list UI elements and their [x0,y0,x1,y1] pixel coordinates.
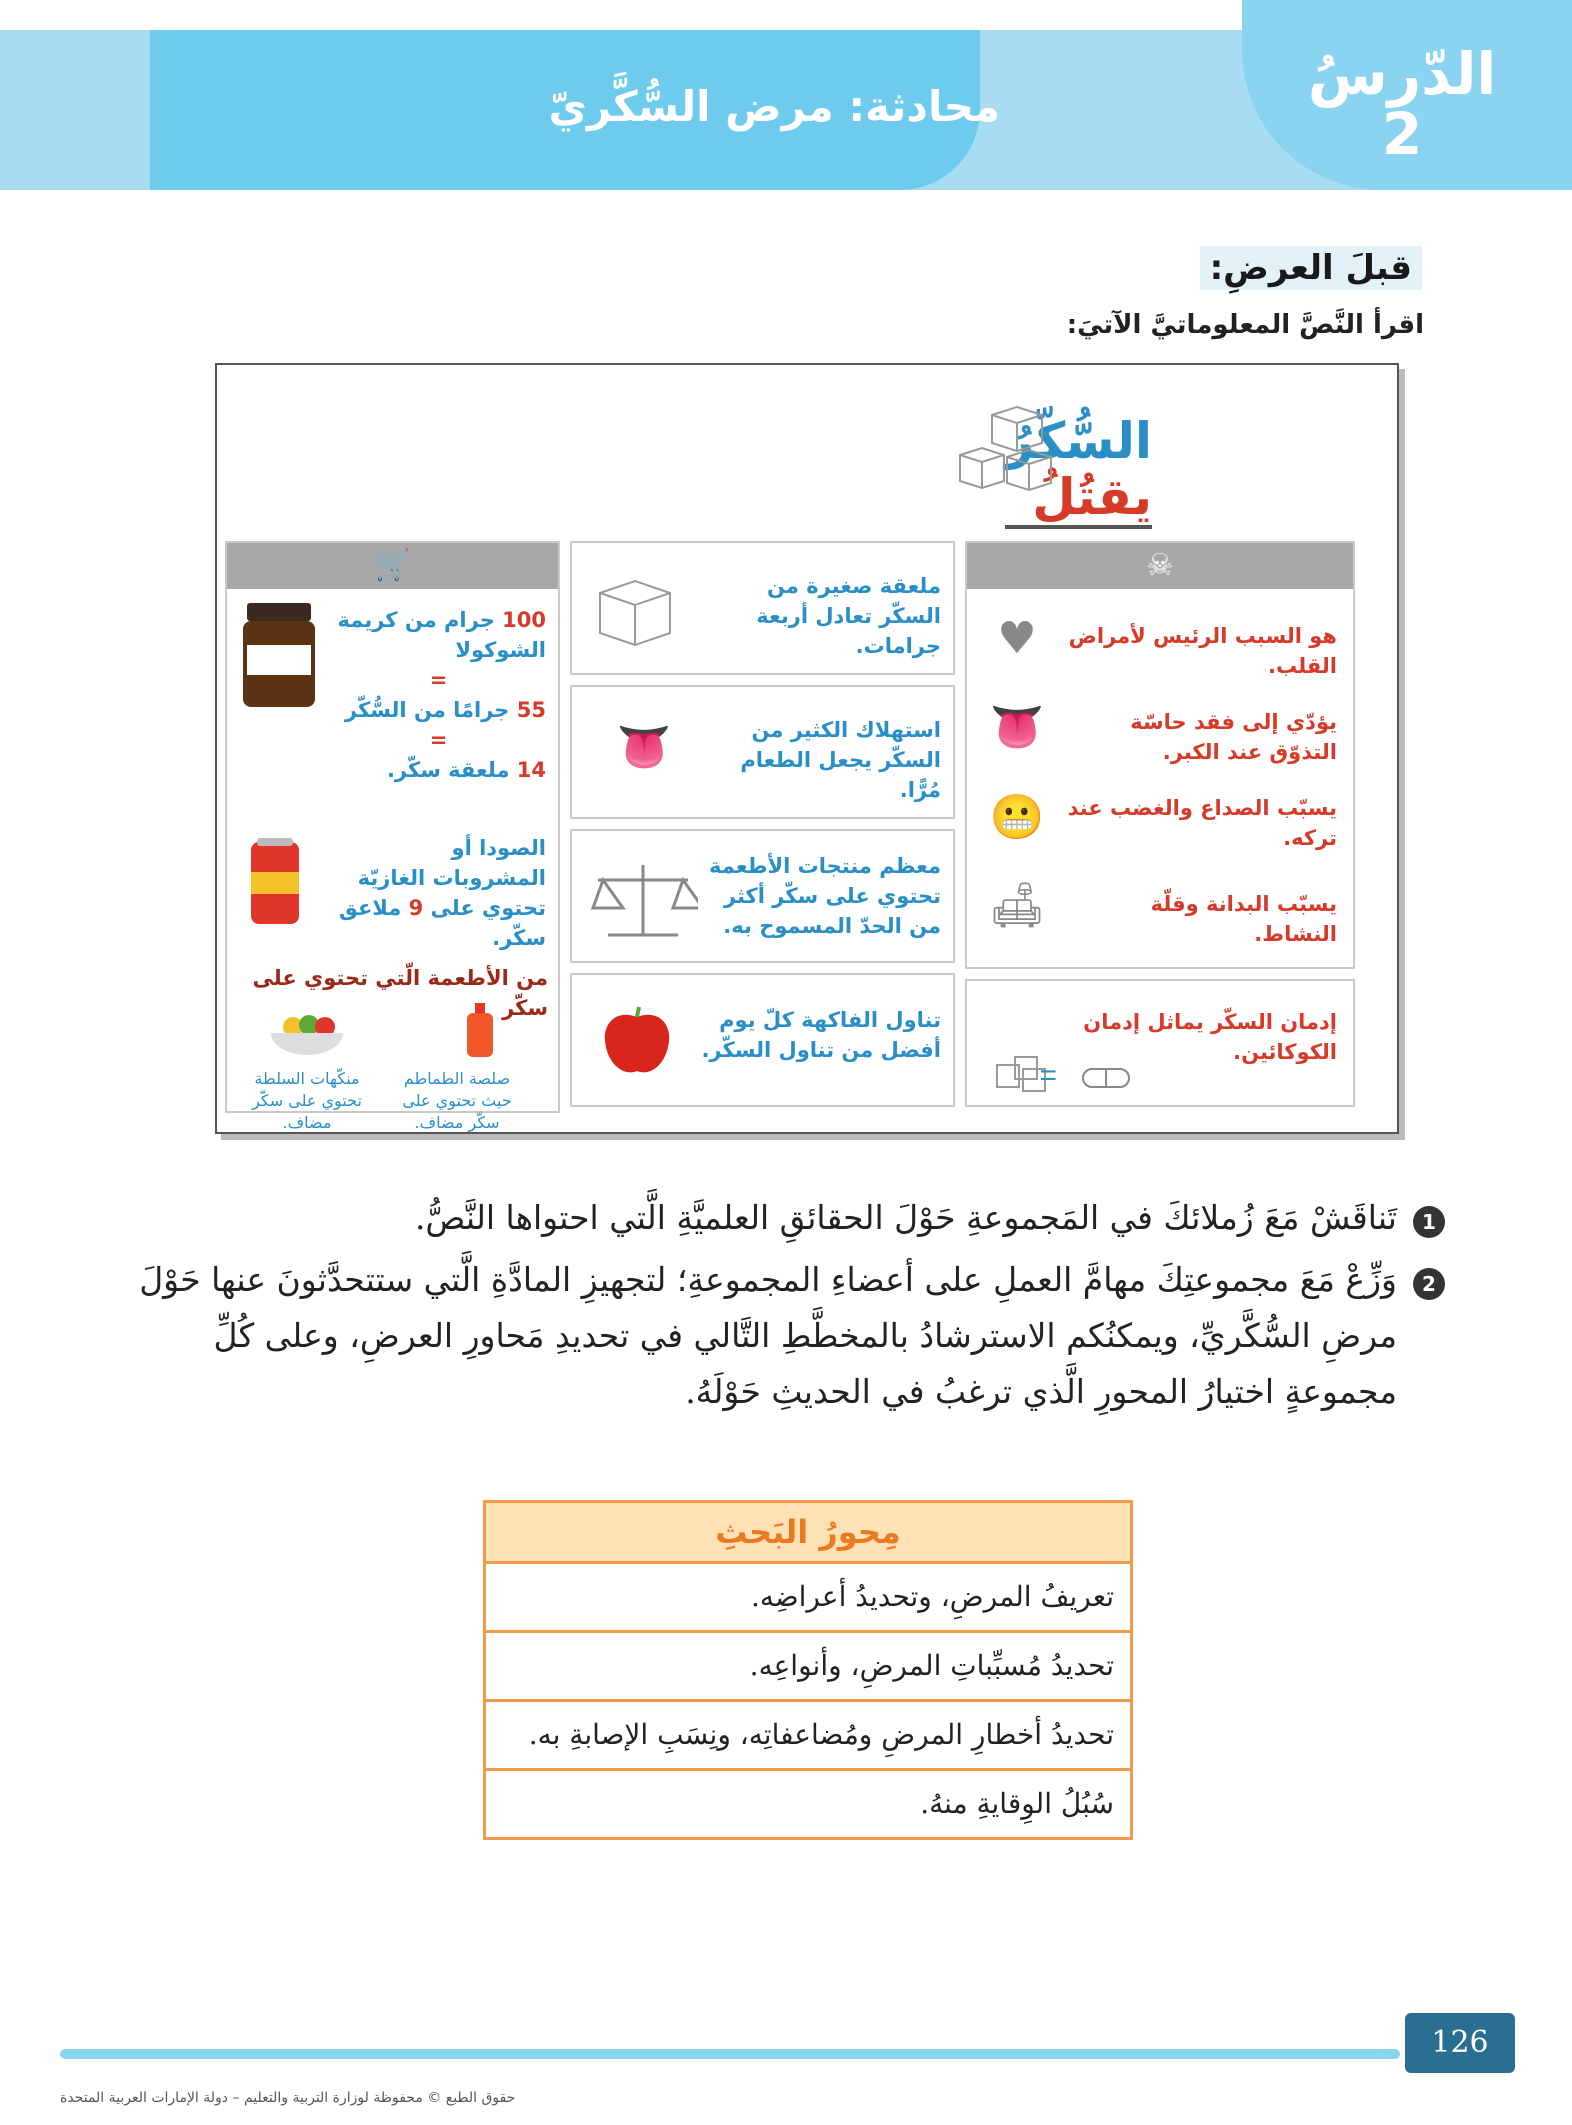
soda-can-icon [245,838,305,932]
apple-icon [602,1003,672,1081]
soda-text: الصودا أو المشروبات الغازيّة تحتوي على [357,836,546,920]
foods-heading: من الأطعمة الّتي تحتوي على سكّر [252,966,548,1020]
question-2-text: وَزِّعْ مَعَ مجموعتِكَ مهامَّ العملِ على أعضاءِ المجموعةِ؛ لتجهيزِ المادَّةِ الَّتي ستتحدَّثونَ عنها حَوْلَ مرضِ السُّكَّريِّ، ويمكنُكم الاسترشادُ بالمخطَّطِ التَّالي في تحديدِ مَحاورِ العرضِ، وعلى كُلِّ مجموعةٍ اختيارُ المحورِ الَّذي ترغبُ في الحديثِ حَوْلَهُ. [139,1260,1397,1411]
chocolate-grams: 100 [502,608,546,632]
products-fact: معظم منتجات الأطعمة تحتوي على سكّر أكثر من الحدّ المسموح به. [709,854,941,938]
table-heading: مِحورُ البَحثِ [486,1503,1130,1564]
soda-fact [331,833,546,953]
section-subtitle: اقرأ النَّصَّ المعلوماتيَّ الآتيَ: [1066,310,1424,340]
lazy-person-icon: 🛋 [989,880,1045,931]
taste-fact: يؤدّي إلى فقد حاسّة التذوّق عند الكبر. [1130,710,1337,764]
table-row: تعريفُ المرضِ، وتحديدُ أعراضِه. [486,1564,1130,1633]
footer-line [60,2049,1400,2059]
skull-icon: ☠ [967,543,1353,589]
equals-sign-2: = [429,728,448,752]
salad-bowl-icon [267,1011,347,1061]
brand-line-1: السُّكّرُ [1005,412,1152,470]
spoon-fact: ملعقة صغيرة من السكّر تعادل أربعة جرامات. [756,574,941,658]
question-1-number: 1 [1413,1206,1445,1238]
tongue-icon: 👅 [616,722,672,773]
lesson-title: محادثة: مرض السُّكَّريّ [548,82,1000,131]
cube-equals-pill-icon [995,1049,1135,1097]
chocolate-text: جرام من كريمة الشوكولا [337,608,546,662]
chocolate-fact [331,605,546,785]
question-1-text: تَناقَشْ مَعَ زُملائكَ في المَجموعةِ حَوْلَ الحقائقِ العلميَّةِ الَّتي احتواها النَّصُّ. [414,1198,1397,1237]
scale-icon [588,855,698,949]
right-column-health-risks [965,541,1355,969]
copyright-text: حقوق الطبع © محفوظة لوزارة التربية والتعليم – دولة الإمارات العربية المتحدة [60,2090,516,2106]
sugar-grams-text: جرامًا من السُّكّر [344,698,510,722]
fact-box-addiction [965,979,1355,1107]
heart-fact: هو السبب الرئيس لأمراض القلب. [1068,624,1337,678]
page-number: 126 [1405,2013,1515,2073]
table-row: تحديدُ مُسبِّباتِ المرضِ، وأنواعِه. [486,1633,1130,1702]
lesson-label: الدّرسُ [1307,40,1497,108]
research-axis-table [483,1500,1133,1840]
spoons-text: ملعقة سكّر. [386,758,510,782]
addiction-fact: إدمان السكّر يماثل إدمان الكوكائين. [1083,1010,1337,1064]
cart-icon: 🛒 [227,543,558,589]
heart-icon: ♥ [997,613,1037,664]
soda-spoons: 9 [408,896,424,920]
sugar-infographic [215,363,1399,1134]
sugar-grams: 55 [516,698,546,722]
equals-sign-1: = [429,668,448,692]
ketchup-bottle-icon [462,1003,498,1063]
fact-box-spoon [570,541,955,675]
angry-face-icon: 😬 [989,792,1045,843]
salad-fact: منكّهات السلطة تحتوي على سكّر مضاف. [252,1069,362,1132]
sugar-cubes-icon [952,405,1062,499]
svg-text:=: = [1039,1059,1057,1092]
sugar-cube-icon [590,573,680,657]
tongue-small-icon: 👅 [989,702,1045,753]
question-2-number: 2 [1413,1268,1445,1300]
fact-box-products [570,829,955,963]
left-column-food-facts [225,541,560,1132]
ketchup-fact: صلصة الطماطم حيث تحتوي على سكّر مضاف. [402,1069,512,1132]
brand-line-2: يقتُلُ [1005,469,1152,529]
table-row: تحديدُ أخطارِ المرضِ ومُضاعفاتِه، ونِسَبِ الإصابةِ به. [486,1702,1130,1771]
fact-box-excess [570,685,955,819]
obesity-fact: يسبّب البدانة وقلّة النشاط. [1150,892,1337,946]
fact-box-fruit [570,973,955,1107]
spoons-count: 14 [516,758,546,782]
excess-fact: استهلاك الكثير من السكّر يجعل الطعام مُرًّا. [740,718,941,802]
lesson-number: 2 [1381,100,1423,168]
headache-fact: يسبّب الصداع والغضب عند تركه. [1067,796,1337,850]
section-title: قبلَ العرضِ: [1200,246,1422,290]
fruit-fact: تناول الفاكهة كلّ يوم أفضل من تناول السكّر. [701,1008,941,1062]
soda-text-end: ملاعق سكّر. [339,896,546,950]
table-row: سُبُلُ الوِقايةِ منهُ. [920,1787,1114,1820]
chocolate-jar-icon [239,601,319,715]
